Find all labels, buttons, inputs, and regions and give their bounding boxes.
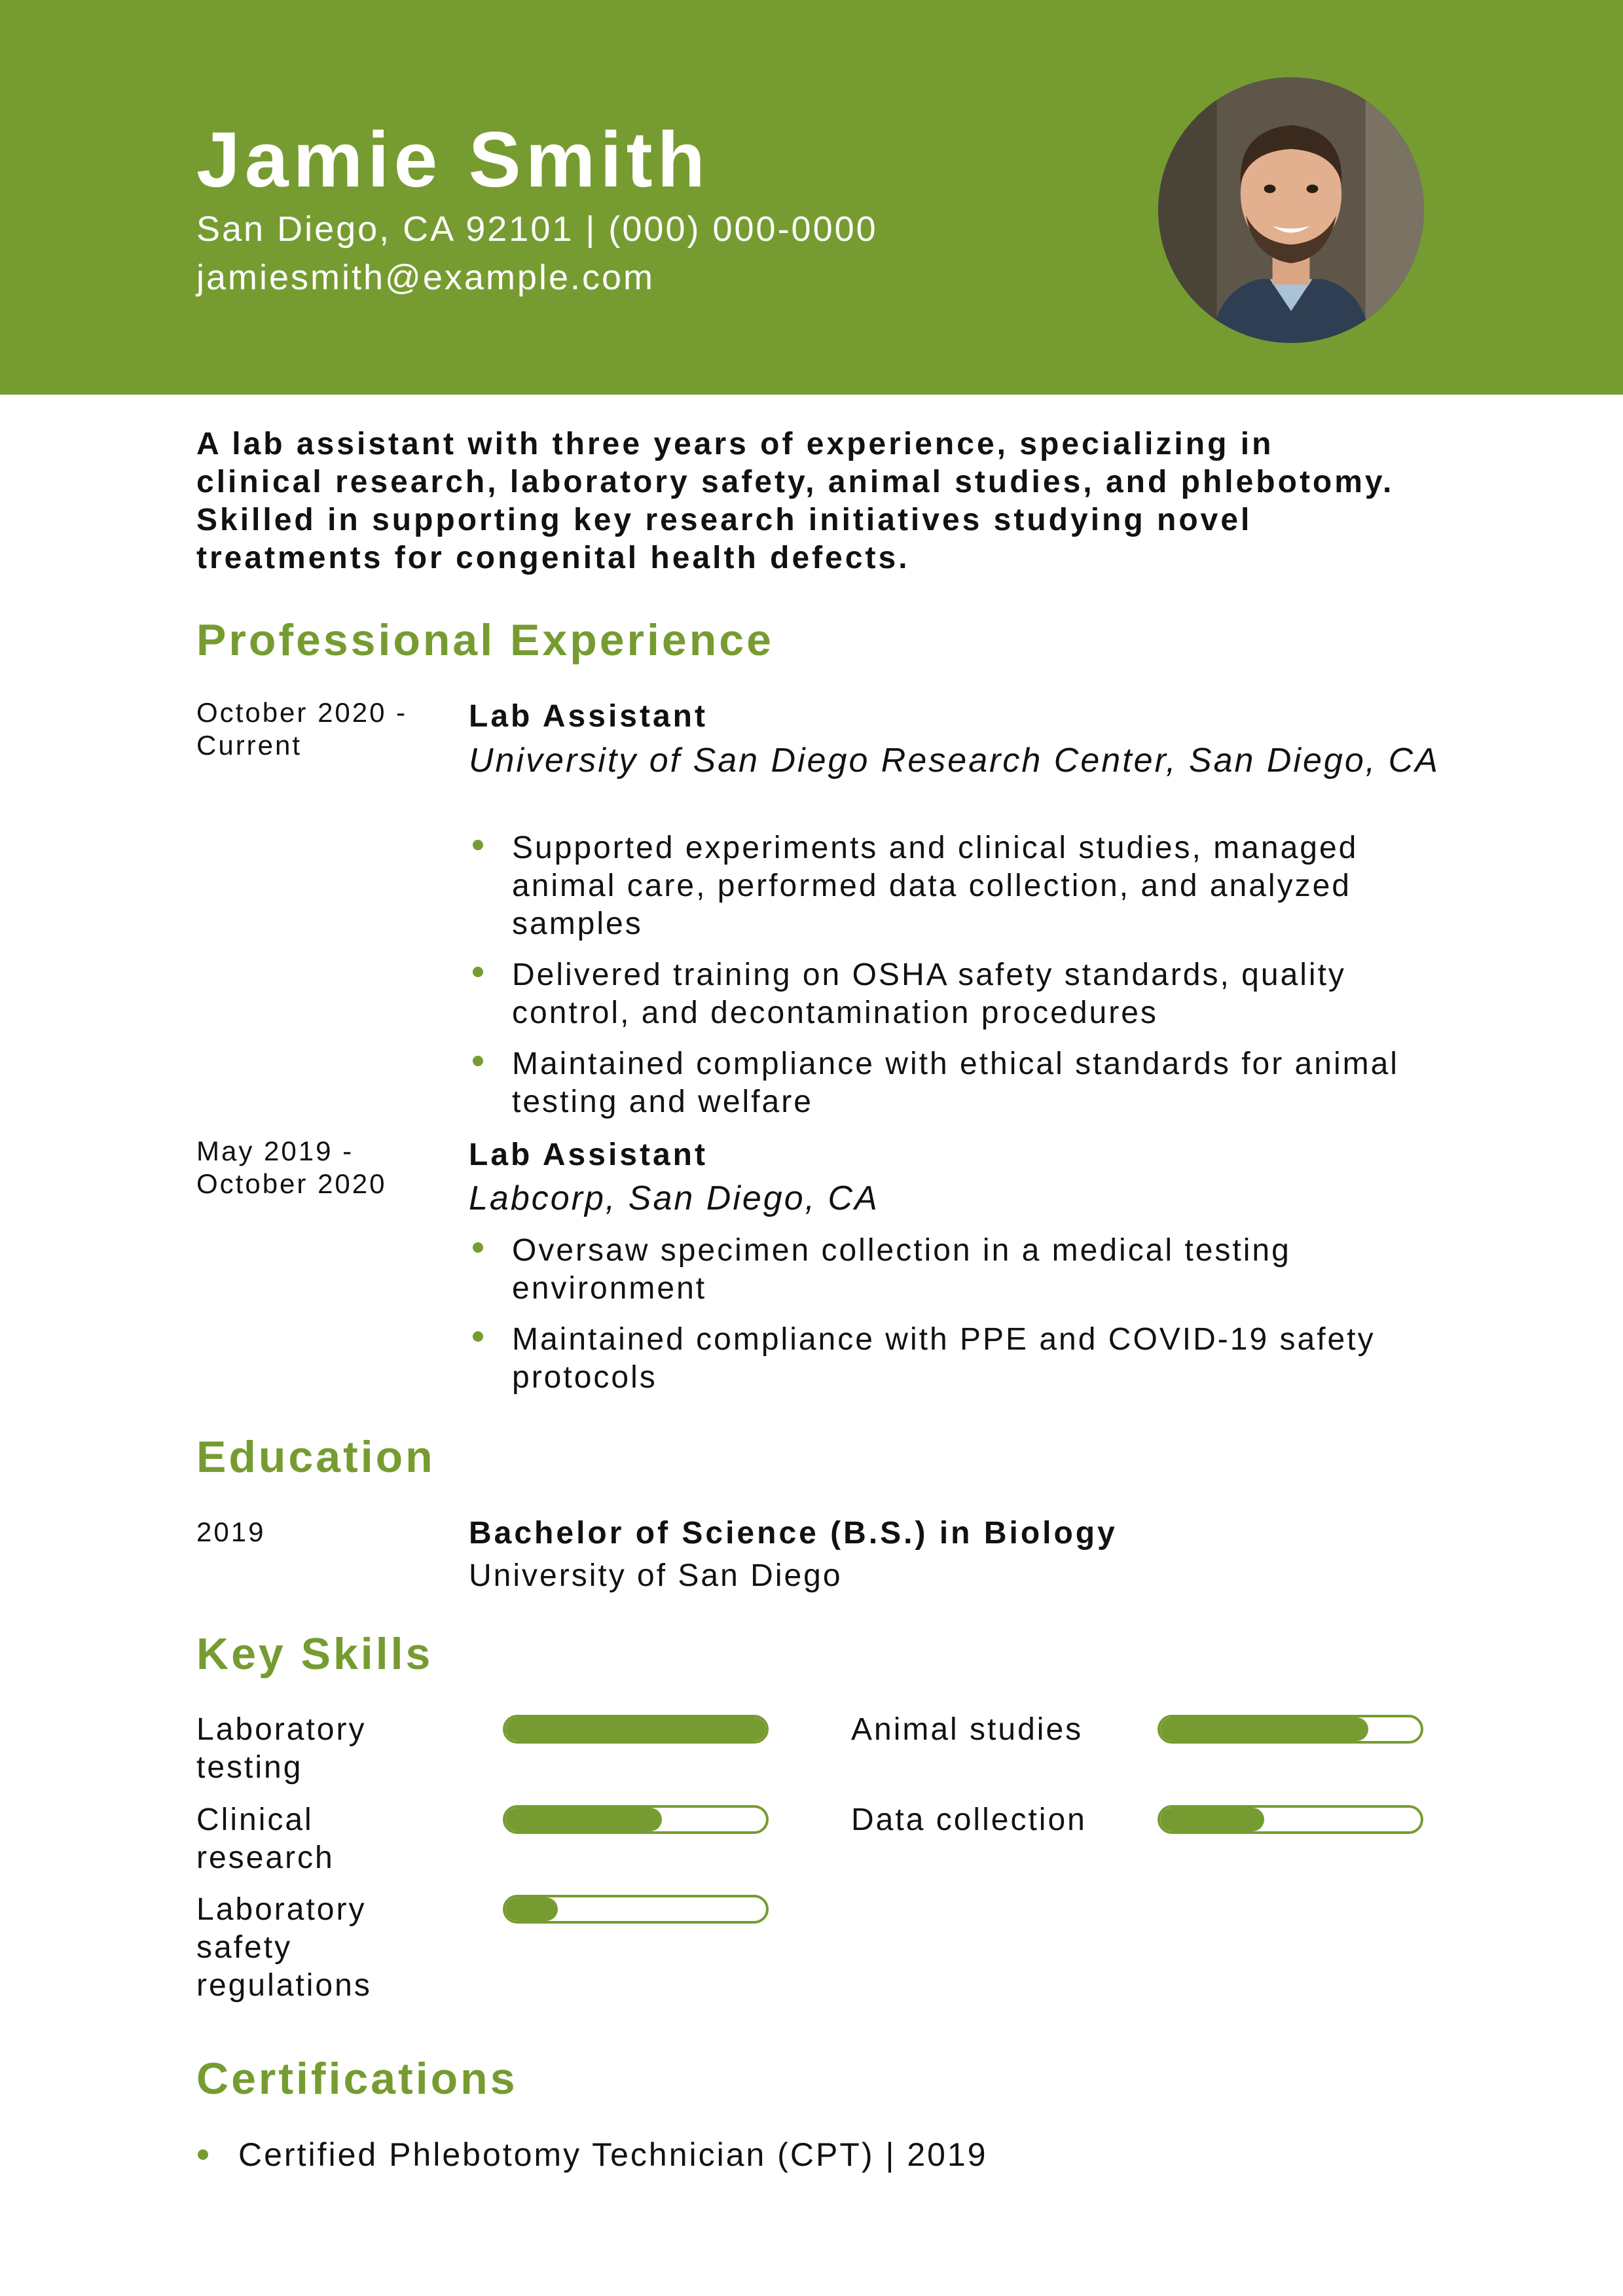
experience-1-bullet-1: Supported experiments and clinical studies, managed animal care, performed data collection, and analyzed samples xyxy=(512,829,1455,943)
header-banner xyxy=(0,0,1623,395)
section-title-skills: Key Skills xyxy=(196,1629,433,1679)
skill-fill-clinical-research xyxy=(505,1808,662,1831)
experience-1-bullet-3: Maintained compliance with ethical standards for animal testing and welfare xyxy=(512,1045,1455,1121)
education-school: University of San Diego xyxy=(469,1558,843,1593)
professional-summary: A lab assistant with three years of experience, specializing in clinical research, laboratory safety, animal studies, and phlebotomy. Skilled in supporting key research initiatives studying novel treatments for congenital health defects. xyxy=(196,427,1395,575)
section-title-education: Education xyxy=(196,1432,435,1482)
skill-label-data-collection: Data collection xyxy=(851,1803,1087,1837)
experience-1-date: October 2020 - Current xyxy=(196,697,408,761)
contact-location-phone: San Diego, CA 92101 | (000) 000-0000 xyxy=(196,209,878,249)
skill-label-clinical-research: Clinical research xyxy=(196,1803,335,1875)
skill-fill-laboratory-testing xyxy=(505,1717,766,1741)
experience-2-bullet-2: Maintained compliance with PPE and COVID-19 safety protocols xyxy=(512,1321,1455,1397)
experience-1-title: Lab Assistant xyxy=(469,699,708,734)
contact-email: jamiesmith@example.com xyxy=(196,258,655,297)
skill-fill-animal-studies xyxy=(1160,1717,1368,1741)
section-title-experience: Professional Experience xyxy=(196,615,774,665)
experience-2-date: May 2019 - October 2020 xyxy=(196,1136,387,1199)
experience-1-employer: University of San Diego Research Center, San Diego, CA xyxy=(469,742,1440,780)
skill-label-laboratory-testing: Laboratory testing xyxy=(196,1712,367,1785)
skill-label-animal-studies: Animal studies xyxy=(851,1712,1084,1747)
education-year: 2019 xyxy=(196,1516,266,1547)
skill-bar-clinical-research xyxy=(503,1805,769,1834)
certification-item: Certified Phlebotomy Technician (CPT) | 2019 xyxy=(238,2136,988,2173)
section-title-certifications: Certifications xyxy=(196,2054,518,2104)
skill-bar-laboratory-testing xyxy=(503,1715,769,1744)
skill-fill-laboratory-safety-regulations xyxy=(505,1897,558,1921)
experience-2-title: Lab Assistant xyxy=(469,1138,708,1172)
skill-bar-data-collection xyxy=(1158,1805,1423,1834)
experience-2-bullet-1: Oversaw specimen collection in a medical testing environment xyxy=(512,1232,1455,1308)
profile-photo xyxy=(1158,77,1424,343)
experience-2-employer: Labcorp, San Diego, CA xyxy=(469,1179,879,1217)
skill-label-laboratory-safety-regulations: Laboratory safety regulations xyxy=(196,1892,372,2003)
skill-fill-data-collection xyxy=(1160,1808,1264,1831)
education-degree: Bachelor of Science (B.S.) in Biology xyxy=(469,1516,1118,1551)
skill-bar-laboratory-safety-regulations xyxy=(503,1895,769,1924)
candidate-name: Jamie Smith xyxy=(196,116,710,204)
experience-1-bullet-2: Delivered training on OSHA safety standards, quality control, and decontamination procedures xyxy=(512,956,1455,1032)
skill-bar-animal-studies xyxy=(1158,1715,1423,1744)
